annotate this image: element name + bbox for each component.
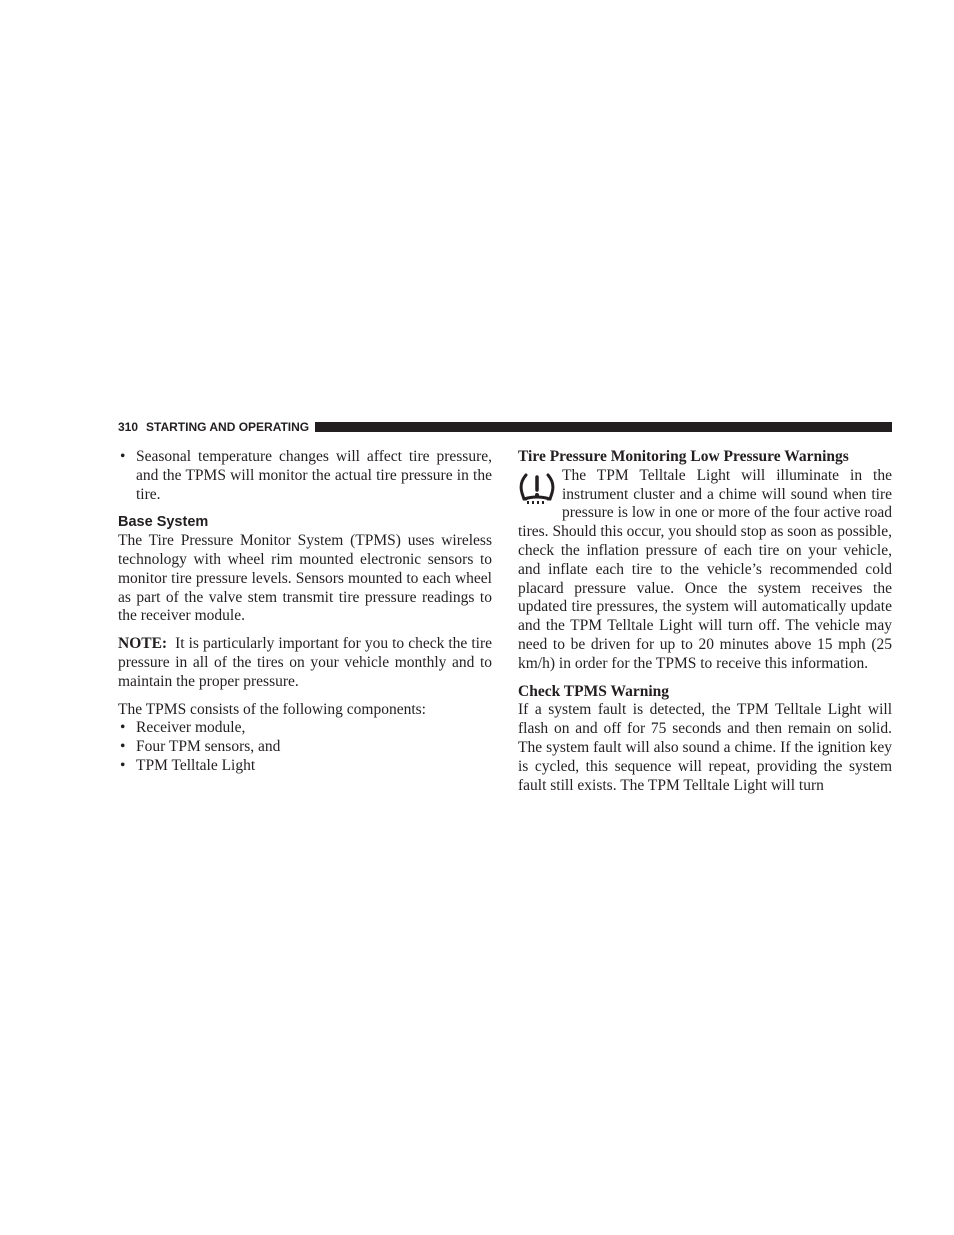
page-number: 310 (118, 420, 139, 434)
page-header (118, 419, 892, 435)
bullet-mark: • (120, 448, 126, 465)
note-paragraph (118, 635, 492, 691)
bullet-text: Seasonal temperature changes will affect tire pressure, and the TPMS will monitor the actual tire pressure in the tire. (136, 448, 492, 503)
right-column (518, 448, 892, 795)
bullet-mark: • (120, 719, 126, 737)
components-intro: The TPMS consists of the following components: (118, 700, 426, 718)
note-label: NOTE: (118, 635, 168, 653)
component-receiver: Receiver module, (136, 719, 246, 737)
list-item (118, 757, 492, 776)
low-pressure-paragraph: The TPM Telltale Light will illuminate in the instrument cluster and a chime will sound when tire pressure is low in one or more of the four active road tires. Should this occur, you should stop as soon as possible, check the inflation pressure of each tire on your vehicle, and inflate each tire to the vehicle’s recommended cold placard pressure value. Once the system receives the updated tire pressures, the system will automatically update and the TPM Telltale Light will turn off. The vehicle may need to be driven for up to 20 minutes above 15 mph (25 km/h) in order for the TPMS to receive this information. (518, 466, 892, 672)
base-system-heading: Base System (118, 514, 209, 531)
check-tpms-paragraph: If a system fault is detected, the TPM Telltale Light will flash on and off for 75 seconds and then remain on solid. The system fault will also sound a chime. If the ignition key is cycled, this sequence will repeat, providing the system fault still exists. The TPM Telltale Light will turn (518, 701, 892, 794)
component-telltale: TPM Telltale Light (136, 756, 256, 774)
left-column (118, 448, 492, 776)
list-item (118, 738, 492, 757)
check-tpms-heading: Check TPMS Warning (518, 682, 670, 700)
note-text: It is particularly important for you to check the tire pressure in all of the tires on your vehicle monthly and to maintain the proper pressure. (118, 635, 492, 690)
bullet-mark: • (120, 756, 126, 774)
component-sensors: Four TPM sensors, and (136, 738, 281, 756)
base-system-paragraph: The Tire Pressure Monitor System (TPMS) uses wireless technology with wheel rim mounted electronic sensors to monitor tire pressure levels. Sensors mounted to each wheel as part of the valve stem transmit tire pressure readings to the receiver module. (118, 532, 492, 625)
bullet-mark: • (120, 738, 126, 756)
list-item (118, 719, 492, 738)
low-pressure-heading: Tire Pressure Monitoring Low Pressure Warnings (518, 448, 849, 465)
section-title: STARTING AND OPERATING (146, 420, 310, 434)
tpms-warning-icon (518, 471, 556, 505)
list-item (118, 448, 492, 504)
header-rule (315, 422, 892, 432)
